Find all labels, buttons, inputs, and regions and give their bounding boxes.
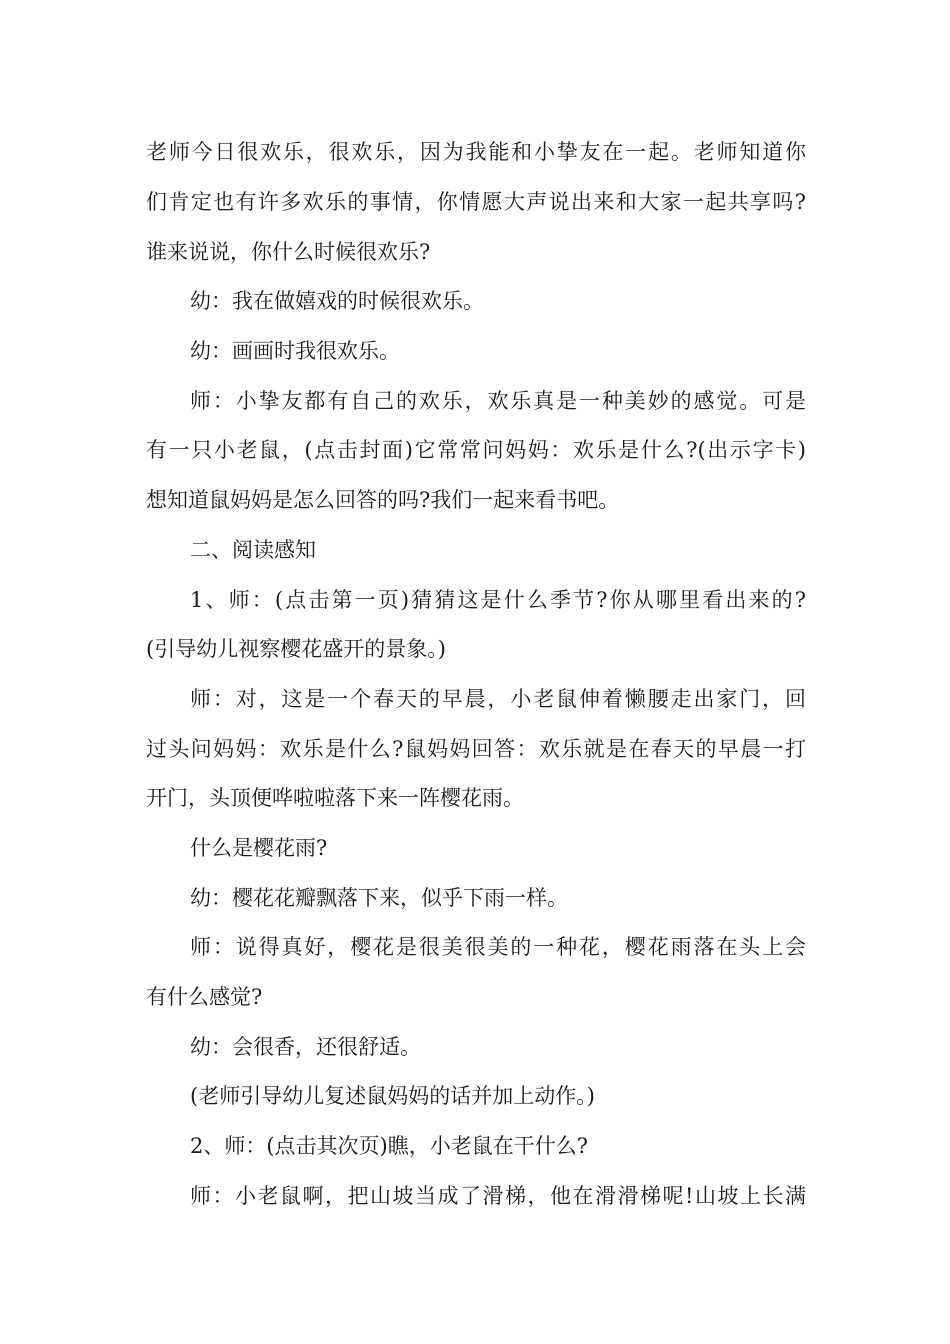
text-line: 过头问妈妈：欢乐是什么?鼠妈妈回答：欢乐就是在春天的早晨一打 — [146, 737, 806, 761]
text-line: 师：小挚友都有自己的欢乐，欢乐真是一种美妙的感觉。可是 — [190, 389, 806, 413]
text-line: 想知道鼠妈妈是怎么回答的吗?我们一起来看书吧。 — [146, 488, 620, 512]
text-line: (引导幼儿视察樱花盛开的景象。) — [146, 637, 446, 661]
text-line: 谁来说说，你什么时候很欢乐? — [146, 240, 431, 264]
text-line: 有一只小老鼠，(点击封面)它常常问妈妈：欢乐是什么?(出示字卡) — [146, 438, 806, 462]
text-line: 2、师：(点击其次页)瞧，小老鼠在干什么? — [190, 1134, 589, 1158]
section-heading: 二、阅读感知 — [190, 538, 316, 562]
text-line: 有什么感觉? — [146, 985, 263, 1009]
text-line: 们肯定也有许多欢乐的事情，你情愿大声说出来和大家一起共享吗? — [146, 190, 806, 214]
text-line: 幼：画画时我很欢乐。 — [190, 339, 400, 363]
text-line: 什么是樱花雨? — [190, 836, 328, 860]
text-line: 幼：会很香，还很舒适。 — [190, 1035, 421, 1059]
text-line: 幼：我在做嬉戏的时候很欢乐。 — [190, 289, 484, 313]
text-line: 师：说得真好，樱花是很美很美的一种花，樱花雨落在头上会 — [190, 935, 806, 959]
text-line: 幼：樱花花瓣飘落下来，似乎下雨一样。 — [190, 886, 568, 910]
text-line: 开门，头顶便哗啦啦落下来一阵樱花雨。 — [146, 786, 524, 810]
text-line: 1、师：(点击第一页)猜猜这是什么季节?你从哪里看出来的? — [190, 588, 806, 612]
text-line: 师：小老鼠啊，把山坡当成了滑梯，他在滑滑梯呢!山坡上长满 — [190, 1184, 806, 1208]
text-line: (老师引导幼儿复述鼠妈妈的话并加上动作。) — [190, 1084, 595, 1108]
text-line: 老师今日很欢乐，很欢乐，因为我能和小挚友在一起。老师知道你 — [146, 140, 806, 164]
text-line: 师：对，这是一个春天的早晨，小老鼠伸着懒腰走出家门，回 — [190, 687, 806, 711]
